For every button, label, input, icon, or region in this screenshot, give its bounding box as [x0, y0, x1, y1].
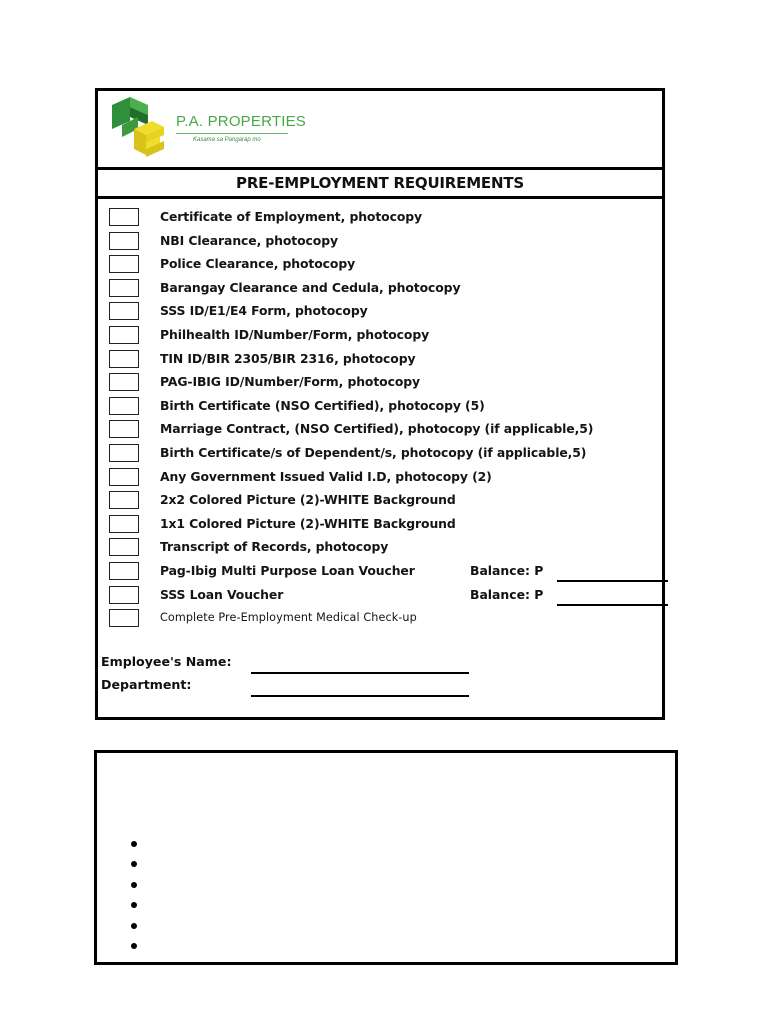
note-bullet-item — [125, 896, 325, 916]
title-bar — [98, 170, 662, 199]
brand-tagline: Kasama sa Pangarap mo — [193, 137, 261, 143]
requirement-row — [98, 538, 662, 558]
requirement-row — [98, 444, 662, 464]
department-field — [101, 677, 501, 699]
employee-name-field — [101, 654, 501, 676]
requirement-checkbox[interactable] — [109, 468, 139, 486]
requirement-label: NBI Clearance, photocopy — [160, 232, 338, 248]
note-bullet-item — [125, 835, 325, 855]
bullet-dot-icon — [131, 943, 137, 949]
requirement-row — [98, 302, 662, 322]
balance-amount-line[interactable] — [557, 604, 668, 606]
requirement-label: SSS Loan Voucher — [160, 586, 284, 602]
requirement-label: 2x2 Colored Picture (2)-WHITE Background — [160, 492, 456, 508]
requirement-label: Birth Certificate (NSO Certified), photocopy (5) — [160, 397, 485, 413]
requirement-row — [98, 373, 662, 393]
requirement-row — [98, 515, 662, 535]
notes-box — [94, 750, 678, 965]
employee-name-line[interactable] — [251, 672, 469, 674]
requirement-row — [98, 326, 662, 346]
requirement-checkbox[interactable] — [109, 326, 139, 344]
requirement-label: Certificate of Employment, photocopy — [160, 209, 422, 224]
requirement-row — [98, 208, 662, 228]
department-line[interactable] — [251, 695, 469, 697]
employee-name-label: Employee's Name: — [101, 654, 232, 669]
requirement-label: Police Clearance, photocopy — [160, 256, 356, 272]
requirement-row — [98, 232, 662, 252]
note-bullet-item — [125, 917, 325, 937]
balance-label: Balance: P — [470, 563, 544, 578]
form-title: PRE-EMPLOYMENT REQUIREMENTS — [236, 174, 524, 192]
requirement-row — [98, 491, 662, 511]
requirement-row — [98, 562, 662, 582]
bullet-dot-icon — [131, 923, 137, 929]
requirement-row — [98, 420, 662, 440]
requirement-row — [98, 609, 662, 629]
requirement-label: TIN ID/BIR 2305/BIR 2316, photocopy — [160, 350, 416, 366]
balance-amount-line[interactable] — [557, 580, 668, 582]
requirement-label: Philhealth ID/Number/Form, photocopy — [160, 327, 430, 342]
form-header — [98, 91, 662, 170]
requirement-label: Birth Certificate/s of Dependent/s, photocopy (if applicable,5) — [160, 445, 587, 460]
note-bullet-item — [125, 937, 325, 957]
bullet-dot-icon — [131, 882, 137, 888]
requirement-checkbox[interactable] — [109, 420, 139, 438]
requirement-label: Pag-Ibig Multi Purpose Loan Voucher — [160, 563, 415, 578]
requirement-label: Marriage Contract, (NSO Certified), photocopy (if applicable,5) — [160, 421, 594, 437]
requirement-label: 1x1 Colored Picture (2)-WHITE Background — [160, 515, 456, 531]
balance-label: Balance: P — [470, 586, 544, 602]
pre-employment-form — [95, 88, 665, 720]
requirement-label: Any Government Issued Valid I.D, photocopy (2) — [160, 468, 492, 484]
pa-properties-logo-icon — [108, 95, 170, 157]
requirement-checkbox[interactable] — [109, 255, 139, 273]
requirement-row — [98, 468, 662, 488]
requirement-checkbox[interactable] — [109, 515, 139, 533]
requirement-checkbox[interactable] — [109, 350, 139, 368]
requirement-checkbox[interactable] — [109, 232, 139, 250]
requirement-row — [98, 255, 662, 275]
requirement-row — [98, 397, 662, 417]
requirement-row — [98, 586, 662, 606]
brand-divider — [176, 133, 288, 134]
note-bullet-item — [125, 855, 325, 875]
requirement-label: SSS ID/E1/E4 Form, photocopy — [160, 303, 368, 319]
brand-name: P.A. PROPERTIES — [176, 113, 306, 130]
requirement-checkbox[interactable] — [109, 562, 139, 580]
requirement-row — [98, 279, 662, 299]
requirement-row — [98, 350, 662, 370]
requirement-label: Transcript of Records, photocopy — [160, 539, 389, 555]
notes-bullet-list — [125, 835, 325, 957]
requirement-label: Barangay Clearance and Cedula, photocopy — [160, 279, 461, 295]
requirement-checkbox[interactable] — [109, 279, 139, 297]
requirement-checkbox[interactable] — [109, 208, 139, 226]
requirement-label: Complete Pre-Employment Medical Check-up — [160, 611, 417, 625]
bullet-dot-icon — [131, 902, 137, 908]
requirement-checkbox[interactable] — [109, 397, 139, 415]
requirement-checkbox[interactable] — [109, 373, 139, 391]
requirement-checkbox[interactable] — [109, 538, 139, 556]
department-label: Department: — [101, 677, 192, 692]
bullet-dot-icon — [131, 861, 137, 867]
requirement-checkbox[interactable] — [109, 609, 139, 627]
bullet-dot-icon — [131, 841, 137, 847]
requirement-checkbox[interactable] — [109, 444, 139, 462]
requirement-label: PAG-IBIG ID/Number/Form, photocopy — [160, 374, 420, 390]
note-bullet-item — [125, 876, 325, 896]
requirement-checkbox[interactable] — [109, 491, 139, 509]
requirement-checkbox[interactable] — [109, 302, 139, 320]
requirement-checkbox[interactable] — [109, 586, 139, 604]
